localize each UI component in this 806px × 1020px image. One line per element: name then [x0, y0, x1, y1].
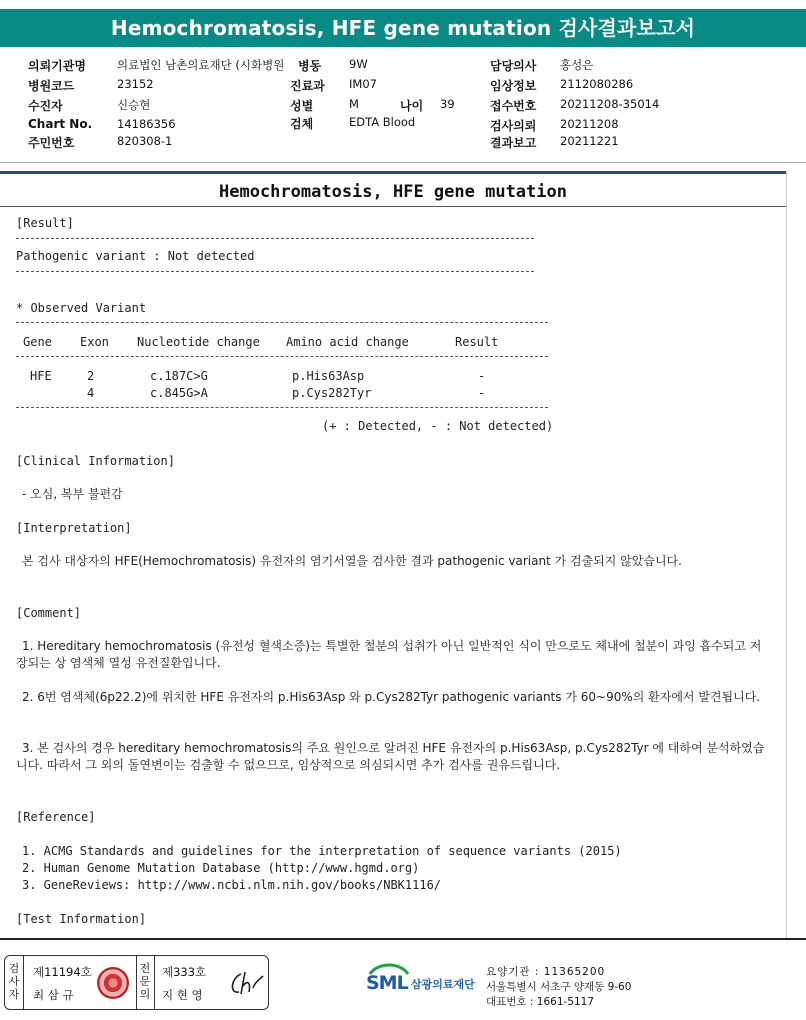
- specimen-value: EDTA Blood: [349, 115, 416, 129]
- cell-exon: 4: [87, 386, 95, 400]
- chart-no-label: Chart No.: [28, 117, 93, 131]
- reference-item: 1. ACMG Standards and guidelines for the interpretation of sequence variants (2015): [22, 844, 622, 858]
- col-header-gene: Gene: [23, 335, 52, 349]
- specialist-name: 지 현 영: [162, 988, 203, 1002]
- cell-exon: 2: [87, 369, 95, 383]
- dash-divider: [16, 238, 534, 239]
- receipt-no-label: 접수번호: [490, 99, 537, 113]
- col-header-nucleotide: Nucleotide change: [137, 335, 260, 349]
- footer-divider: [0, 938, 806, 940]
- doctor-value: 홍성은: [560, 58, 594, 72]
- examiner-license-no: 제11194호: [33, 965, 92, 979]
- request-date-label: 검사의뢰: [490, 119, 537, 133]
- reference-heading: [Reference]: [16, 810, 96, 824]
- comment-heading: [Comment]: [16, 606, 82, 620]
- specimen-label: 검체: [290, 117, 314, 131]
- reference-item: 3. GeneReviews: http://www.ncbi.nlm.nih.gov/books/NBK1116/: [22, 878, 442, 892]
- sex-label: 성별: [290, 99, 314, 113]
- care-institution-code: 요양기관 : 11365200: [486, 966, 606, 978]
- age-value: 39: [440, 97, 455, 111]
- dash-divider: [16, 322, 548, 323]
- clinical-info-text: - 오심, 복부 불편감: [22, 487, 123, 501]
- chart-no-value: 14186356: [117, 117, 176, 131]
- hospital-code-value: 23152: [117, 77, 154, 91]
- dash-divider: [16, 271, 534, 272]
- clinical-info-value: 2112080286: [560, 77, 634, 91]
- signature-box: [4, 955, 269, 1010]
- result-heading: [Result]: [16, 216, 74, 230]
- interpretation-text: 본 검사 대상자의 HFE(Hemochromatosis) 유전자의 염기서열을 검사한 결과 pathogenic variant 가 검출되지 않았습니다.: [22, 554, 682, 568]
- comment-item: 1. Hereditary hemochromatosis (유전성 혈색소증)는 특별한 철분의 섭취가 아닌 일반적인 식이 만으로도 체내에 철분이 과잉 흡수되고 저장되는 상 염색체 열성 유전질환입니다.: [16, 639, 762, 670]
- cell-result: -: [478, 369, 486, 383]
- dept-value: IM07: [349, 77, 377, 91]
- report-header-title: Hemochromatosis, HFE gene mutation 검사결과보고서: [0, 9, 806, 47]
- table-legend: (+ : Detected, - : Not detected): [322, 419, 554, 433]
- report-title: Hemochromatosis, HFE gene mutation: [219, 182, 567, 202]
- page-edge: [786, 171, 806, 939]
- patient-info-section: [0, 54, 806, 164]
- ward-label: 병동: [298, 59, 322, 73]
- org-name: 삼광의료재단: [411, 978, 475, 991]
- report-date-label: 결과보고: [490, 136, 537, 150]
- request-date-value: 20211208: [560, 117, 619, 131]
- cell-nucleotide: c.187C>G: [150, 369, 208, 383]
- result-line: Pathogenic variant : Not detected: [16, 249, 255, 263]
- ward-value: 9W: [349, 57, 368, 71]
- examinee-label: 수진자: [28, 99, 63, 113]
- dash-divider: [16, 356, 548, 357]
- cell-amino: p.Cys282Tyr: [292, 386, 372, 400]
- section-rule: [0, 171, 786, 174]
- dept-label: 진료과: [290, 79, 325, 93]
- receipt-no-value: 20211208-35014: [560, 97, 660, 111]
- resident-no-label: 주민번호: [28, 136, 75, 150]
- interpretation-heading: [Interpretation]: [16, 521, 132, 535]
- hospital-code-label: 병원코드: [28, 79, 75, 93]
- test-info-heading: [Test Information]: [16, 912, 147, 926]
- age-label: 나이: [400, 99, 424, 113]
- col-header-exon: Exon: [80, 335, 109, 349]
- sml-logo: [366, 962, 412, 1002]
- col-header-result: Result: [455, 335, 499, 349]
- report-date-value: 20211221: [560, 134, 619, 148]
- sex-value: M: [349, 97, 359, 111]
- specialist-license-no: 제333호: [162, 965, 207, 979]
- resident-no-value: 820308-1: [117, 134, 173, 148]
- title-divider: [0, 206, 786, 207]
- col-header-amino: Amino acid change: [286, 335, 409, 349]
- cell-amino: p.His63Asp: [292, 369, 365, 383]
- logo-text: SML: [366, 972, 408, 994]
- phone: 대표번호 : 1661-5117: [486, 996, 595, 1008]
- reference-item: 2. Human Genome Mutation Database (http://www.hgmd.org): [22, 861, 420, 875]
- clinical-info-label: 임상정보: [490, 79, 537, 93]
- observed-variant-heading: * Observed Variant: [16, 301, 147, 315]
- cell-result: -: [478, 386, 486, 400]
- box-divider: [136, 956, 137, 1009]
- signature-icon: [227, 968, 265, 998]
- comment-item: 3. 본 검사의 경우 hereditary hemochromatosis의 주요 원인으로 알려진 HFE 유전자의 p.His63Asp, p.Cys282Tyr 에 대하여 분석하였습니다. 따라서 그 외의 돌연변이는 검출할 수 없으므로, 임상적으로 의심되시면 추가 검사를 권유드립니다.: [16, 741, 765, 772]
- examiner-name: 최 삼 규: [33, 988, 74, 1002]
- cell-nucleotide: c.845G>A: [150, 386, 208, 400]
- box-divider: [154, 956, 155, 1009]
- comment-item: 2. 6번 염색체(6p22.2)에 위치한 HFE 유전자의 p.His63Asp 와 p.Cys282Tyr pathogenic variants 가 60~90%의 환자에서 발견됩니다.: [22, 690, 761, 704]
- institution-value: 의료법인 남촌의료재단 (시화병원: [117, 58, 285, 72]
- doctor-label: 담당의사: [490, 59, 537, 73]
- institution-label: 의뢰기관명: [28, 59, 86, 73]
- specialist-vertical-label: 전문의: [139, 962, 151, 1001]
- dash-divider: [16, 407, 548, 408]
- address: 서울특별시 서초구 양재동 9-60: [486, 981, 632, 993]
- info-divider: [0, 162, 806, 163]
- examiner-vertical-label: 검사자: [8, 962, 20, 1001]
- seal-icon: [97, 967, 129, 999]
- examinee-value: 신승현: [117, 98, 151, 112]
- box-divider: [23, 956, 24, 1009]
- clinical-info-heading: [Clinical Information]: [16, 454, 175, 468]
- cell-gene: HFE: [30, 369, 52, 383]
